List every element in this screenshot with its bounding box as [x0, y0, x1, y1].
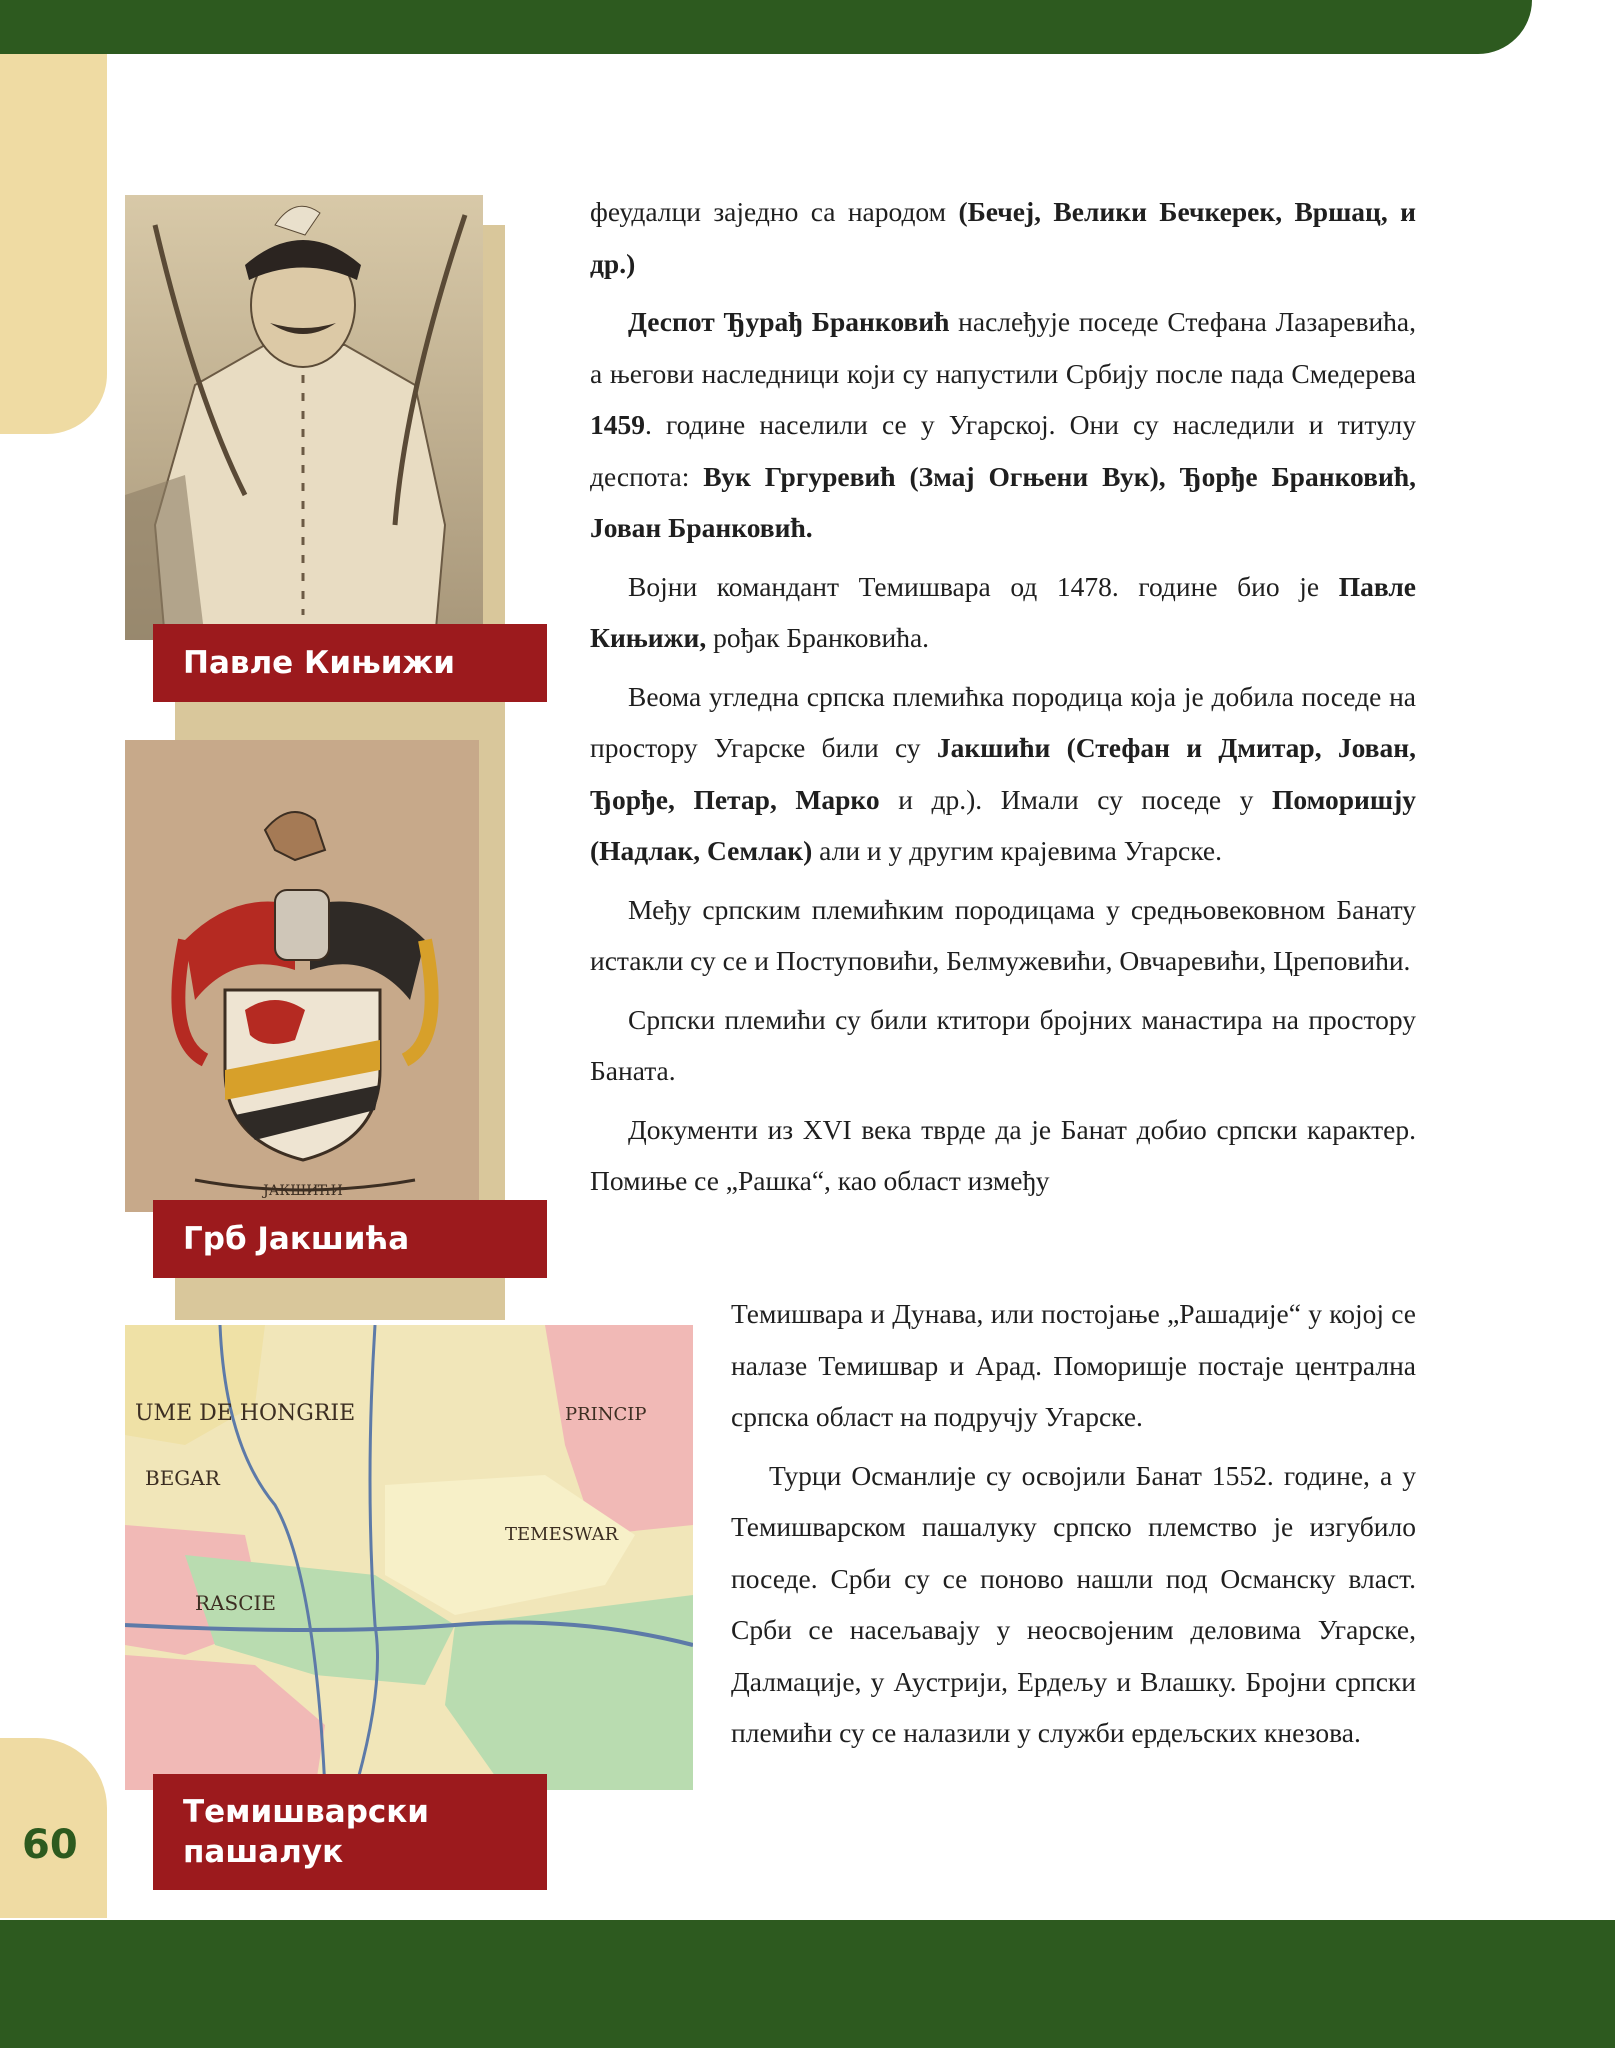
historical-map-image: [125, 1325, 693, 1790]
paragraph-5: Међу српским племићким породицама у средњовековном Банату истакли су се и Поступовићи, Белмужевићи, Овчаревићи, Црeповићи.: [590, 893, 1416, 976]
map-label-hongrie: UME DE HONGRIE: [135, 1401, 356, 1426]
paragraph-2: Деспот Ђурађ Бранковић наслеђује поседе Стефана Лазаревића, а његови наследници који су напустили Србију после пада Смедерева 1459. године населили се у Угарској. Они су наследили и титулу деспота: Вук Гргуревић (Змај Огњени Вук), Ђорђе Бранковић, Јован Бранковић.: [590, 306, 1416, 543]
coat-of-arms-image: [125, 740, 479, 1212]
paragraph-4: Веома угледна српска племићка породица која је добила поседе на простору Угарске били су Јакшићи (Стефан и Дмитар, Јован, Ђорђе, Петар, Марко и др.). Имали су поседе у Поморишју (Надлак, Семлак) али и у другим крајевима Угарске.: [590, 680, 1417, 866]
bottom-ornament-band: [0, 1920, 1615, 2048]
coat-label: ЈАКШИЋИ: [263, 1183, 343, 1199]
paragraph-1: феудалци заједно са народом (Бечеј, Велики Бечкерек, Вршац, и др.): [590, 196, 1416, 279]
top-green-bar: [0, 0, 1532, 54]
caption-portrait: Павле Кињижи: [153, 624, 547, 702]
map-label-begar: BEGAR: [145, 1466, 220, 1490]
paragraph-7-start: Документи из XVI века тврде да је Банат добио српски карактер. Помиње се „Рашка“, као област између: [590, 1113, 1416, 1196]
paragraph-3: Војни командант Темишвара од 1478. године био је Павле Кињижи, рођак Бранковића.: [590, 570, 1416, 653]
caption-map: Темишварски пашалук: [153, 1774, 547, 1890]
caption-coat: Грб Јакшића: [153, 1200, 547, 1278]
map-label-principauté: PRINCIP: [565, 1404, 647, 1425]
paragraph-8: Турци Османлије су освојили Банат 1552. године, а у Темишварском пашалуку српско племство је изгубило поседе. Срби су се поново нашли под Османску власт. Срби се насељавају у неосвојеним деловима Угарске, Далмације, у Аустрији, Ердељу и Влашку. Бројни српски племићи су се налазили у служби ердељских кнезова.: [731, 1459, 1416, 1748]
paragraph-6: Српски племићи су били ктитори бројних манастира на простору Баната.: [590, 1003, 1416, 1086]
paragraph-7-end: Темишвара и Дунава, или постојање „Рашадије“ у којој се налазе Темишвар и Арад. Поморишје постаје централна српска област на подручју Угарске.: [731, 1298, 1416, 1432]
portrait-image: [125, 195, 483, 640]
map-label-rascie: RASCIE: [195, 1591, 277, 1615]
body-text-main: [590, 186, 1416, 1214]
page-number: 60: [22, 1822, 78, 1868]
body-text-narrow: [731, 1288, 1416, 1766]
map-label-temeswar: TEMESWAR: [505, 1524, 619, 1545]
side-tab-top: [0, 54, 107, 434]
